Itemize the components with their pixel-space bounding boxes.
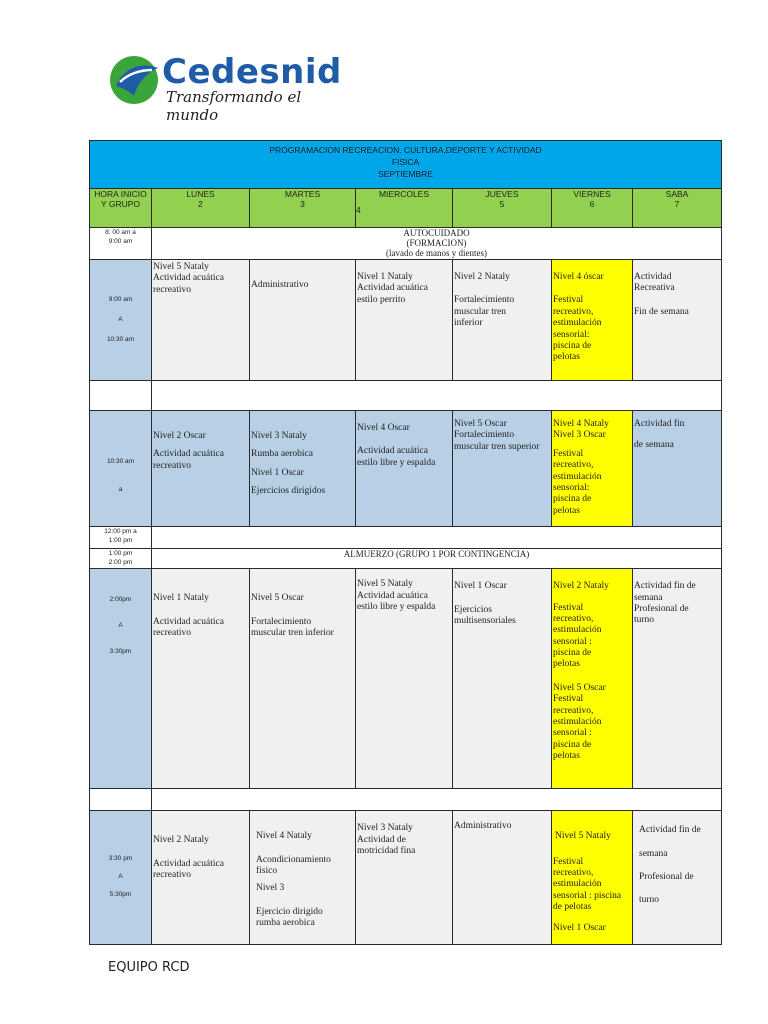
activity-cell: Actividad fin de semana — [633, 411, 722, 527]
time-cell: 9:00 am A 10:30 am — [90, 260, 152, 381]
activity-cell-highlight: Nivel 2 Nataly Festival recreativo, estimulación sensorial : piscina de pelotas Nivel 5 Oscar Festival recreativo, estimulación sensorial : piscina de pelotas — [552, 569, 633, 789]
activity-cell: Nivel 4 Oscar Actividad acuática estilo libre y espalda — [356, 411, 453, 527]
lunch-row — [152, 549, 722, 569]
block-row — [90, 811, 722, 945]
activity-cell: Nivel 4 Nataly Acondicionamiento fisico Nivel 3 Ejercicio dirigido rumba aerobica — [250, 811, 356, 945]
title-line: FISICA — [391, 157, 420, 167]
day-header: MARTES 3 — [250, 189, 356, 228]
activity-cell: Nivel 3 Nataly Actividad de motricidad fina — [356, 811, 453, 945]
block-row — [90, 411, 722, 527]
activity-cell: Nivel 1 Nataly Actividad acuática recreativo — [152, 569, 250, 789]
lunch-text: ALMUERZO (GRUPO 1 POR CONTINGENCIA) — [343, 549, 530, 560]
title-line: SEPTIEMBRE — [378, 169, 433, 179]
time-cell: 2:00pm A 3:30pm — [90, 569, 152, 789]
block-row — [90, 260, 722, 381]
time-cell: 10:30 am a — [90, 411, 152, 527]
time-cell: 1:00 pm 2:00 pm — [90, 549, 152, 569]
noon-row — [152, 527, 722, 549]
activity-cell-highlight: Nivel 5 Nataly Festival recreativo, estimulación sensorial : piscina de pelotas Nivel 1 Oscar — [552, 811, 633, 945]
activity-cell: Administrativo — [453, 811, 552, 945]
spacer-cell — [90, 789, 152, 811]
logo-name: Cedesnid — [162, 52, 342, 92]
activity-cell: Actividad fin de semana Profesional de turno — [633, 811, 722, 945]
cedesnid-logo — [108, 52, 348, 124]
activity-cell: Actividad Recreativa Fin de semana — [633, 260, 722, 381]
activity-cell: Nivel 2 Nataly Fortalecimiento muscular tren inferior — [453, 260, 552, 381]
title-line: PROGRAMACION RECREACION. CULTURA,DEPORTE Y ACTIVIDAD — [269, 145, 542, 155]
activity-cell-highlight: Nivel 4 óscar Festival recreativo, estimulación sensorial: piscina de pelotas — [552, 260, 633, 381]
activity-cell-highlight: Nivel 4 Nataly Nivel 3 Oscar Festival recreativo, estimulación sensorial: piscina de pelotas — [552, 411, 633, 527]
spacer-row — [152, 789, 722, 811]
logo-tagline: Transformando el mundo — [166, 88, 302, 124]
time-cell: 8: 00 am a 9:00 am — [90, 228, 152, 260]
schedule-title — [90, 141, 722, 189]
activity-cell: Nivel 1 Oscar Ejercicios multisensoriales — [453, 569, 552, 789]
day-header: LUNES 2 — [152, 189, 250, 228]
activity-cell: Nivel 2 Oscar Actividad acuática recreativo — [152, 411, 250, 527]
day-header: VIERNES 6 — [552, 189, 633, 228]
spacer-row — [152, 381, 722, 411]
activity-cell: Nivel 3 Nataly Rumba aerobica Nivel 1 Oscar Ejercicios dirigidos — [250, 411, 356, 527]
activity-cell: Nivel 5 Nataly Actividad acuática recreativo — [152, 260, 250, 381]
autocuidado-text: AUTOCUIDADO (FORMACION) (lavado de manos y dientes) — [386, 228, 487, 258]
activity-cell: Nivel 1 Nataly Actividad acuática estilo perrito — [356, 260, 453, 381]
activity-cell: Administrativo — [250, 260, 356, 381]
activity-cell: Nivel 5 Oscar Fortalecimiento muscular tren inferior — [250, 569, 356, 789]
hora-header: HORA INICIO Y GRUPO — [90, 189, 152, 228]
day-header: MIERCOLES 4 — [356, 189, 453, 228]
activity-cell: Nivel 2 Nataly Actividad acuática recreativo — [152, 811, 250, 945]
time-cell: 3:30 pm A 5:30pm — [90, 811, 152, 945]
block-row — [90, 569, 722, 789]
activity-cell: Actividad fin de semana Profesional de turno — [633, 569, 722, 789]
schedule-table — [89, 140, 722, 945]
activity-cell: Nivel 5 Nataly Actividad acuática estilo libre y espalda — [356, 569, 453, 789]
day-header: SABA 7 — [633, 189, 722, 228]
activity-cell: Nivel 5 Oscar Fortalecimiento muscular tren superior — [453, 411, 552, 527]
autocuidado-row — [152, 228, 722, 260]
day-header: JUEVES 5 — [453, 189, 552, 228]
spacer-cell — [90, 381, 152, 411]
time-cell: 12:00 pm a 1:00 pm — [90, 527, 152, 549]
cedesnid-leaf-icon — [108, 52, 164, 108]
footer-team: EQUIPO RCD — [108, 960, 190, 975]
